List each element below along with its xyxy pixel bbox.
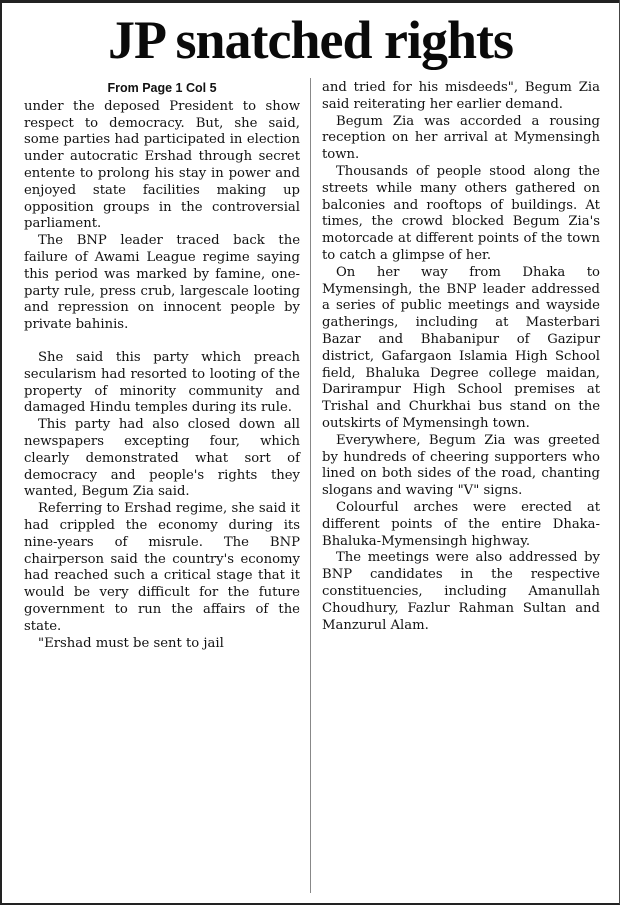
paragraph: Referring to Ershad regime, she said it had crippled the economy during its nine-years of misrule. The BNP chairperson said the country's economy had reached such a critical stage that it would be very difficult for the future government to run the affairs of the state. (24, 501, 300, 634)
paragraph: Colourful arches were erected at different points of the entire Dhaka-Bhaluka-Mymensingh highway. (322, 499, 600, 549)
paragraph: This party had also closed down all newspapers excepting four, which clearly demonstrated what sort of democracy and people's rights they wanted, Begum Zia said. (24, 417, 300, 500)
paragraph: "Ershad must be sent to jail (38, 635, 224, 651)
paragraph: The meetings were also addressed by BNP candidates in the respective constituencies, including Amanullah Choudhury, Fazlur Rahman Sultan and Manzurul Alam. (322, 550, 600, 633)
headline: JP snatched rights (107, 10, 514, 70)
jump-line: From Page 1 Col 5 (107, 81, 217, 95)
paragraph: On her way from Dhaka to Mymensingh, the BNP leader addressed a series of public meetings and wayside gatherings, including at Masterbari Bazar and Bhabanipur of Gazipur district, Gafargaon Islamia High School field, Bhaluka Degree college maidan, Darirampur High School premises at Trishal and Churkhai bus stand on the outskirts of Mymensingh town. (322, 264, 600, 431)
paragraph: and tried for his misdeeds", Begum Zia said reiterating her earlier demand. (322, 80, 600, 112)
paragraph: She said this party which preach secularism had resorted to looting of the property of minority community and damaged Hindu temples during its rule. (24, 349, 300, 416)
top-rule (2, 0, 619, 3)
paragraph: under the deposed President to show respect to democracy. But, she said, some parties had participated in election under autocratic Ershad through secret entente to prolong his stay in power and enjoyed state facilities making up opposition groups in the controversial parliament. (24, 98, 300, 232)
paragraph: Everywhere, Begum Zia was greeted by hundreds of cheering supporters who lined on both sides of the road, chanting slogans and waving "V" signs. (322, 432, 600, 499)
article-column-left (24, 80, 300, 897)
article-column-right (322, 80, 600, 897)
paragraph: Thousands of people stood along the streets while many others gathered on balconies and rooftops of buildings. At times, the crowd blocked Begum Zia's motorcade at different points of the town to catch a glimpse of her. (322, 163, 600, 263)
paragraph: The BNP leader traced back the failure of Awami League regime saying this period was marked by famine, one-party rule, press crub, largescale looting and repression on innocent people by private bahinis. (24, 233, 300, 333)
column-divider (310, 78, 311, 893)
paragraph: Begum Zia was accorded a rousing reception on her arrival at Mymensingh town. (322, 113, 600, 163)
